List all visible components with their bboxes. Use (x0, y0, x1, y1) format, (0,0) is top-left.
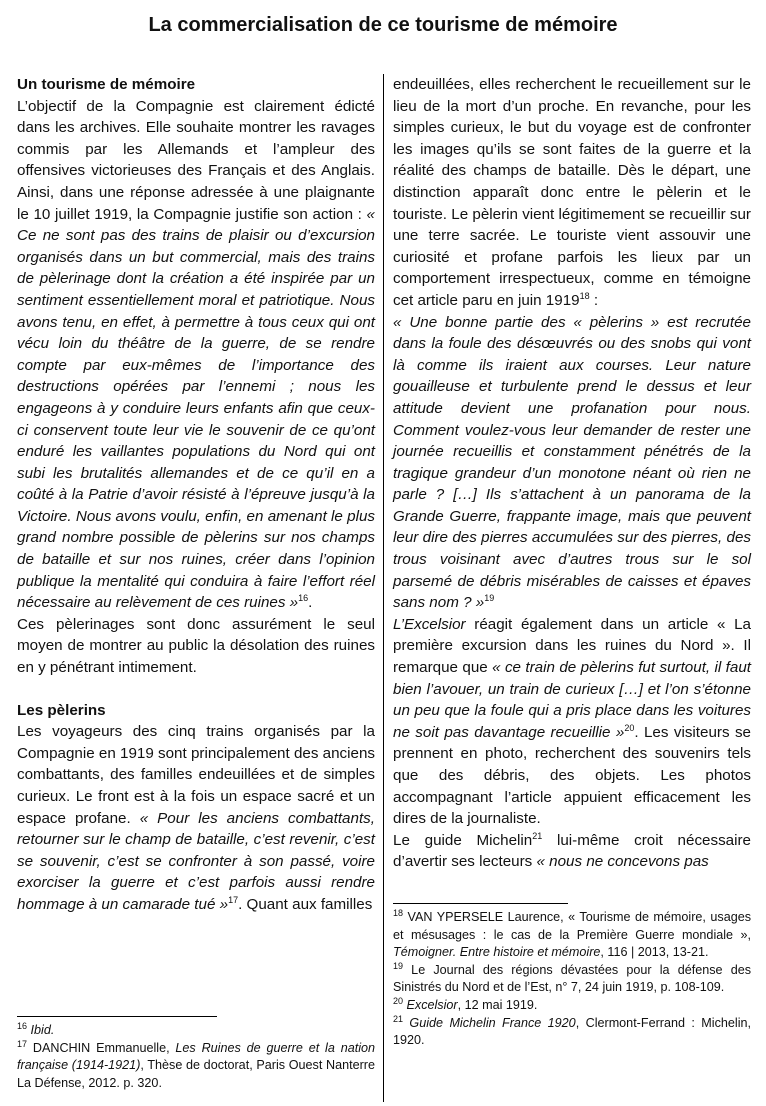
footnote-21: $^{21}$ Guide Michelin France 1920, Clermont-Ferrand : Michelin, 1920. (393, 1013, 751, 1048)
paragraph-objectif: L’objectif de la Compagnie est clairement édicté dans les archives. Elle souhaite montrer les ravages commis par les Allemands et l’ampleur des offensives victorieuses des Français et des Anglais. Ainsi, dans une réponse adressée à une plaignante le 10 juillet 1919, la Compagnie justifie son action : « Ce ne sont pas des trains de plaisir ou d’excursion organisés dans un but commercial, mais des trains de pèlerinage dont la création a été inspirée par un sentiment essentiellement moral et patriotique. Nous avons tenu, en effet, à permettre à tous ceux qui ont vécu loin du théâtre de la guerre, de se rendre compte par eux-mêmes de l’importance des destructions opérées par l’ennemi ; nous les engageons à y conduire leurs enfants afin que ceux-ci conservent toute leur vie le souvenir de ce qu’ont enduré les vaillantes populations du Nord qui ont subi les brutalités allemandes et de ce qu’il en a coûté à la Patrie d’avoir résisté à l’épreuve jusqu’à la Victoire. Nous avons voulu, enfin, en amenant le plus grand nombre possible de pèlerins sur nos champs de bataille et sur nos ruines, créer dans l’opinion publique la mentalité qui conduira à faire l’effort réel nécessaire au relèvement de ces ruines »$^{16}$. (17, 97, 375, 612)
quote-excelsior: « ce train de pèlerins fut surtout, il faut bien l’avouer, un train de curieux […] et l’on s’étonne un peu que la foule qui a pris place dans les voitures ne soit pas davantage recueillie » (393, 659, 751, 741)
footnote-20: $^{20}$ Excelsior, 12 mai 1919. (393, 995, 538, 1012)
paragraph-excelsior: L’Excelsior réagit également dans un article « La première excursion dans les ruines du Nord ». Il remarque que « ce train de pèlerins fut surtout, il faut bien l’avouer, un train de curieux […] et l’on s’étonne un peu que la foule qui a pris place dans les voitures ne soit pas davantage recueillie »$^{20}$. Les visiteurs se prennent en photo, recherchent des souvenirs tels que des débris, des objets. Les photos accompagnant l’article appuient efficacement les dires de la journaliste. (393, 615, 752, 828)
quote-compagnie: « Ce ne sont pas des trains de plaisir ou d’excursion organisés dans un but commercial, mais des trains de pèlerinage dont la création a été inspirée par un sentiment essentiellement moral et patriotique. Nous avons tenu, en effet, à permettre à tous ceux qui ont vécu loin du théâtre de la guerre, de se rendre compte par eux-mêmes de l’importance des destructions opérées par l’ennemi ; nous les engageons à y conduire leurs enfants afin que ceux-ci conservent toute leur vie le souvenir de ce qu’ont enduré les vaillantes populations du Nord qui ont subi les brutalités allemandes et de ce qu’il en a coûté à la Patrie d’avoir résisté à l’épreuve jusqu’à la Victoire. Nous avons voulu, enfin, en amenant le plus grand nombre possible de pèlerins sur nos champs de bataille et sur nos ruines, créer dans l’opinion publique la mentalité qui conduira à faire l’effort réel nécessaire au relèvement de ces ruines » (17, 205, 375, 612)
paragraph-michelin: Le guide Michelin$^{21}$ lui-même croit nécessaire d’avertir ses lecteurs « nous ne concevons pas (393, 830, 751, 871)
footnote-ref-21: 21 (532, 830, 543, 841)
footnote-ref-20: 20 (624, 722, 635, 733)
column-divider (383, 74, 384, 1102)
footnotes-right (393, 909, 751, 1050)
footnote-rule-left (17, 1016, 217, 1017)
footnote-ref-18: 18 (579, 290, 590, 301)
paragraph-voyageurs: Les voyageurs des cinq trains organisés par la Compagnie en 1919 sont principalement des anciens combattants, des familles endeuillées et de simples curieux. Le front est à la fois un espace sacré et un espace profane. « Pour les anciens combattants, retourner sur le champ de bataille, c’est revenir, c’est se souvenir, c’est se confronter à son passé, voire exorciser la guerre et c’est parfois aussi rendre hommage à un camarade tué »$^{17}$. Quant aux familles (17, 723, 375, 913)
footnote-16: $^{16}$ Ibid. (17, 1020, 55, 1037)
footnote-ref-17: 17 (228, 894, 239, 905)
footnote-ref-16: 16 (298, 593, 309, 604)
quote-pelerins: « Une bonne partie des « pèlerins » est recrutée dans la foule des désœuvrés ou des snobs qui vont là comme ils iraient aux courses. Leur nature gouailleuse et turbulente prend le dessus et leur attitude devient une profanation pour nous. Comment voulez-vous leur demander de rester une journée recueillis et constamment pénétrés de la tragique grandeur d’un monotone néant où rien ne parle ? […] Ils s’attachent à un panorama de la Grande Guerre, frappante image, mais que peuvent leur dire des pierres accumulées sur des pierres, des trous voisinant avec d’autres trous sur le sol parsemé de débris misérables de caisses et épaves sans nom ? »$^{19}$ (393, 313, 751, 612)
footnote-rule-right (393, 903, 568, 904)
footnotes-left (17, 1022, 375, 1092)
footnote-19: $^{19}$ Le Journal des régions dévastées pour la défense des Sinistrés du Nord et de l’Est, n° 7, 24 juin 1919, p. 108-109. (393, 960, 751, 995)
quote-combattants: « Pour les anciens combattants, retourner sur le champ de bataille, c’est revenir, c’est se souvenir, c’est se confronter à son passé, voire exorciser la guerre et c’est parfois aussi rendre hommage à un camarade tué » (17, 809, 375, 913)
paragraph-endeuillees: endeuillées, elles recherchent le recueillement sur le lieu de la mort d’un proche. En revanche, pour les simples curieux, le but du voyage est de confronter les images qu’ils se sont faites de la guerre et la réalité des champs de bataille. Dès le départ, une distinction apparaît donc entre le pèlerin et le touriste. Le pèlerin vient légitimement se recueillir sur une terre sacrée. Le touriste vient assouvir une curiosité et profane parfois les lieux par un comportement irrespectueux, comme en témoigne cet article paru en juin 1919$^{18}$ : (393, 76, 751, 309)
footnote-17: $^{17}$ DANCHIN Emmanuelle, Les Ruines de guerre et la nation française (1914-1921), Thèse de doctorat, Paris Ouest Nanterre La Défense, 2012. p. 320. (17, 1038, 376, 1090)
page-title: La commercialisation de ce tourisme de mémoire (148, 14, 618, 36)
right-column (393, 74, 751, 873)
quote-michelin: « nous ne concevons pas (536, 853, 709, 871)
footnote-ref-19: 19 (484, 593, 495, 604)
section-heading-pelerins: Les pèlerins (17, 701, 106, 719)
section-heading-tourisme: Un tourisme de mémoire (17, 76, 196, 93)
left-column (17, 74, 375, 916)
footnote-18: $^{18}$ VAN YPERSELE Laurence, « Tourisme de mémoire, usages et mésusages : le cas de la Première Guerre mondiale », Témoigner. Entre histoire et mémoire, 116 | 2013, 13-21. (393, 907, 751, 960)
paragraph-pelerinages: Ces pèlerinages sont donc assurément le seul moyen de montrer au public la désolation des ruines en y pénétrant intimement. (17, 615, 375, 677)
